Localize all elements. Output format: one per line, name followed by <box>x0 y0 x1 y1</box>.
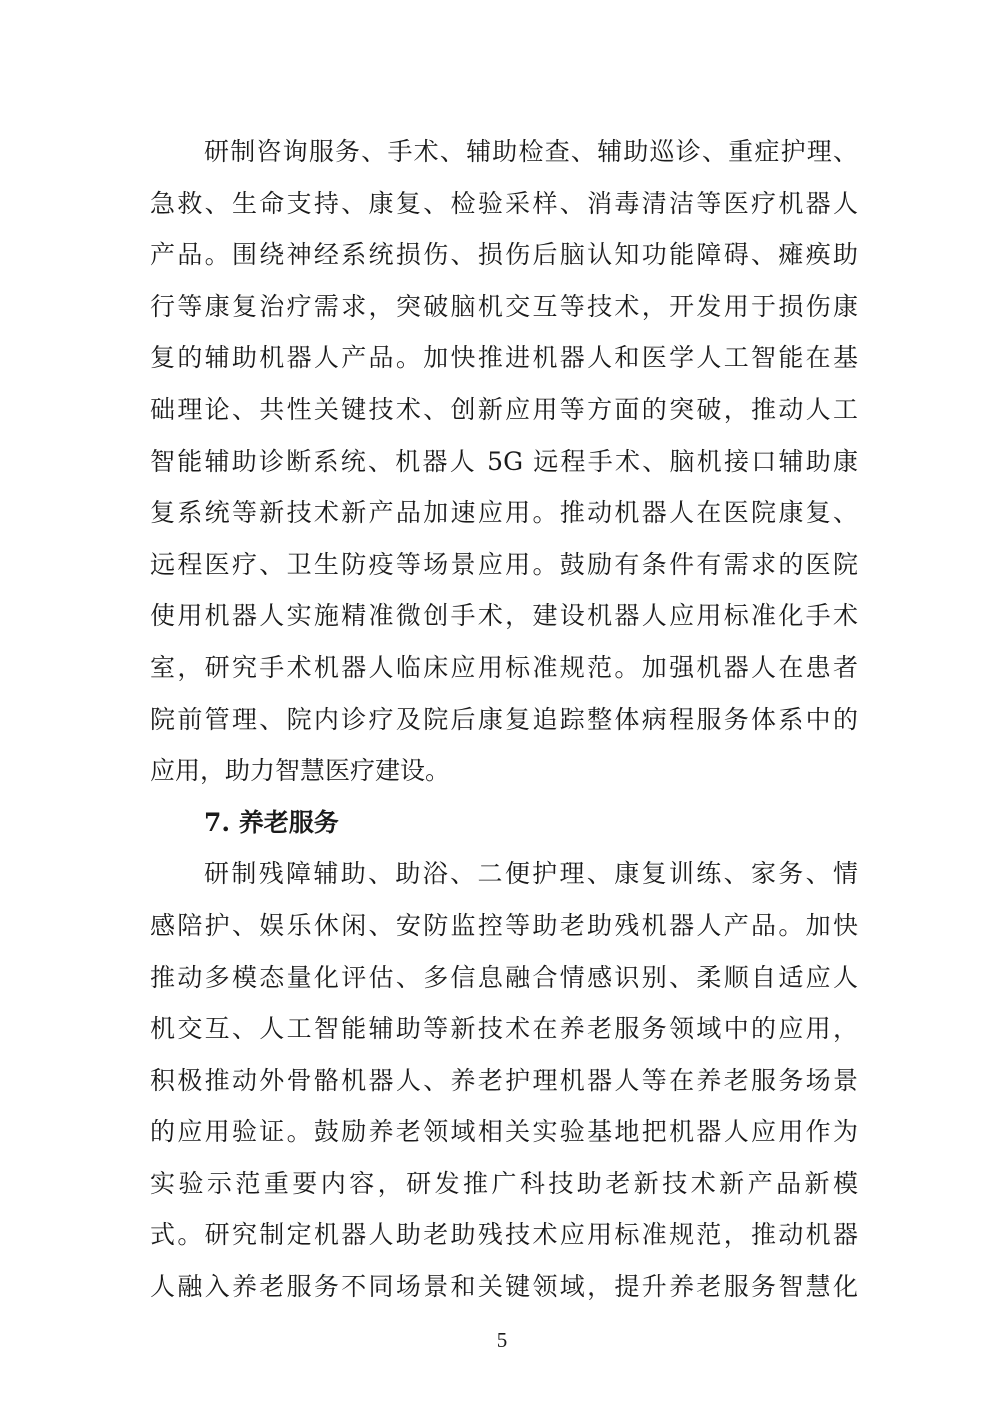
text-line: 急救、生命支持、康复、检验采样、消毒清洁等医疗机器人 <box>150 188 858 218</box>
text-line: 复系统等新技术新产品加速应用。推动机器人在医院康复、 <box>150 498 858 528</box>
text-line: 感陪护、娱乐休闲、安防监控等助老助残机器人产品。加快 <box>150 910 858 940</box>
text-line: 远程医疗、卫生防疫等场景应用。鼓励有条件有需求的医院 <box>150 549 858 579</box>
page-number: 5 <box>496 1328 508 1352</box>
paragraph-medical-robots <box>150 126 858 797</box>
document-body <box>150 126 858 1313</box>
text-line: 机交互、人工智能辅助等新技术在养老服务领域中的应用， <box>150 1014 858 1044</box>
text-line: 使用机器人实施精准微创手术，建设机器人应用标准化手术 <box>150 601 858 631</box>
text-line: 室，研究手术机器人临床应用标准规范。加强机器人在患者 <box>150 652 858 682</box>
text-line: 研制咨询服务、手术、辅助检查、辅助巡诊、重症护理、 <box>204 137 858 166</box>
text-line: 实验示范重要内容，研发推广科技助老新技术新产品新模 <box>150 1168 858 1198</box>
section-heading: 7. 养老服务 <box>204 807 339 837</box>
text-line: 推动多模态量化评估、多信息融合情感识别、柔顺自适应人 <box>150 962 858 992</box>
text-line: 人融入养老服务不同场景和关键领域，提升养老服务智慧化 <box>150 1272 858 1302</box>
text-line: 础理论、共性关键技术、创新应用等方面的突破，推动人工 <box>150 394 858 424</box>
text-line: 应用，助力智慧医疗建设。 <box>150 756 451 786</box>
text-line: 行等康复治疗需求，突破脑机交互等技术，开发用于损伤康 <box>150 291 858 321</box>
text-line: 积极推动外骨骼机器人、养老护理机器人等在养老服务场景 <box>150 1065 858 1095</box>
text-line: 式。研究制定机器人助老助残技术应用标准规范，推动机器 <box>150 1220 858 1250</box>
text-line: 智能辅助诊断系统、机器人 5G 远程手术、脑机接口辅助康 <box>150 446 858 476</box>
text-line: 院前管理、院内诊疗及院后康复追踪整体病程服务体系中的 <box>150 704 858 734</box>
paragraph-elderly-care <box>150 848 858 1312</box>
text-line: 研制残障辅助、助浴、二便护理、康复训练、家务、情 <box>204 859 858 889</box>
text-line: 复的辅助机器人产品。加快推进机器人和医学人工智能在基 <box>150 343 858 373</box>
text-line: 的应用验证。鼓励养老领域相关实验基地把机器人应用作为 <box>150 1117 858 1147</box>
text-line: 产品。围绕神经系统损伤、损伤后脑认知功能障碍、瘫痪助 <box>150 240 858 270</box>
